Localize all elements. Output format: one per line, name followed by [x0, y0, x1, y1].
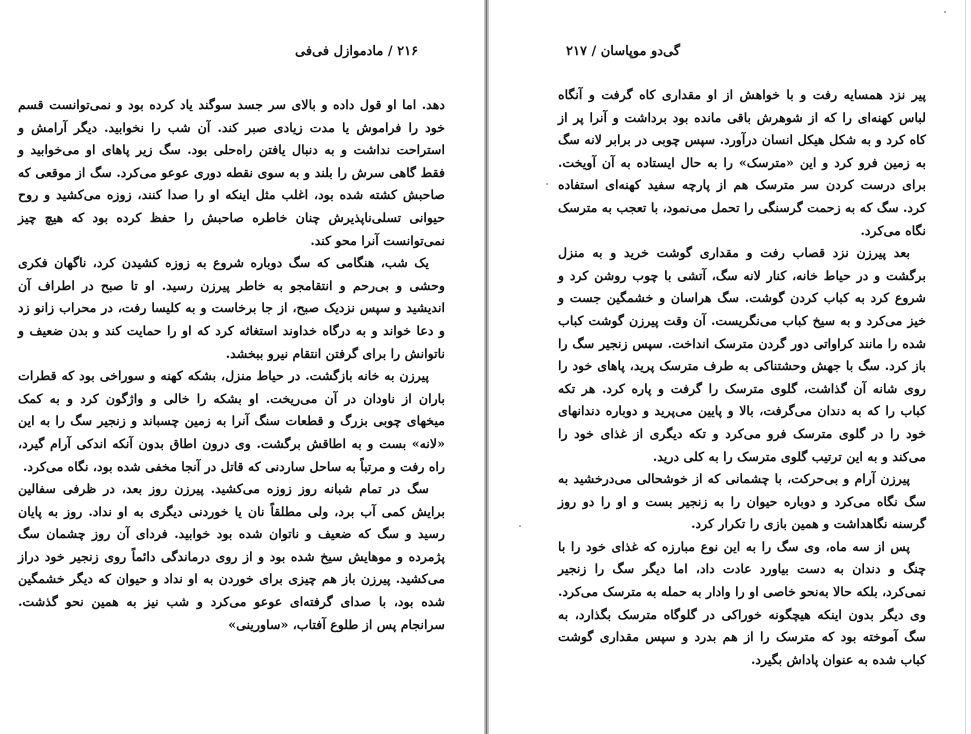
page-edge-line [965, 0, 966, 734]
left-page-body [18, 94, 445, 636]
left-paragraph-1: دهد. اما او قول داده و بالای سر جسد سوگند یاد کرده بود و نمی‌توانست قسم خود را فراموش یا مدت زیادی صبر کند. آن شب را نخوابید. دیگر آرامش و استراحت نداشت و به دنبال یافتن راه‌حلی بود. سگ زیر پاهای او می‌خوابید و فقط گاهی سرش را بلند و به سوی نقطه دوری عوعو می‌کرد. سگ از موقعی که صاحبش کشته شده بود، اغلب مثل اینکه او را صدا کنند، زوزه می‌کشید و روح حیوانی تسلی‌ناپذیرش چنان خاطره صاحبش را حفظ کرده بود که هیچ چیز نمی‌توانست آنرا محو کند. [18, 97, 445, 248]
right-page [489, 0, 971, 734]
left-paragraph-4: سگ در تمام شبانه روز زوزه می‌کشید. پیرزن روز بعد، در ظرفی سفالین برایش کمی آب برد، ولی مطلقاً نان یا خوردنی دیگری به او نداد. روز به پایان رسید و سگ که ضعیف و ناتوان شده بود خوابید. فردای آن روز چشمان سگ پژمرده و موهایش سیخ شده بود و از روی درماندگی دائماً روی زنجیر خود دراز می‌کشید. پیرزن باز هم چیزی برای خوردن به او نداد و حیوان که دیگر خشمگین شده بود، با صدای گرفته‌ای عوعو می‌کرد و شب نیز به همین نحو گذشت. سرانجام پس از طلوع آفتاب، «ساورینی» [18, 481, 445, 632]
scan-speck [519, 525, 521, 527]
right-paragraph-2: بعد پیرزن نزد قصاب رفت و مقداری گوشت خرید و به منزل برگشت و در حیاط خانه، کنار لانه سگ، آتشی با چوب روشن کرد و شروع کرد به کباب کردن گوشت. سگ هراسان و خشمگین جست و خیز می‌کرد و به سیخ کباب می‌نگریست. آن وقت پیرزن گوشت کباب شده را مانند کراواتی دور گردن مترسک انداخت. سپس زنجیر سگ را باز کرد. سگ با جهش وحشتناکی به طرف مترسک پرید، پاهای خود را روی شانه آن گذاشت، گلوی مترسک را گرفت و پاره کرد. هر تکه کباب را که به دندان می‌گرفت، بالا و پایین می‌پرید و دوباره دندانهای خود را در گلوی مترسک فرو می‌کرد و تکه دیگری از غذای خود را می‌کند و به این ترتیب گلوی مترسک را به کلی درید. [558, 245, 926, 464]
right-page-body [558, 84, 926, 671]
right-paragraph-1: پیر نزد همسایه رفت و با خواهش از او مقداری کاه گرفت و آنگاه لباس کهنه‌ای را که از شوهرش باقی مانده بود برداشت و آنرا پر از کاه کرد و به شکل هیکل انسان درآورد. سپس چوبی در برابر لانه سگ به زمین فرو کرد و این «مترسک» را به حال ایستاده به آن آویخت. برای درست کردن سر مترسک هم از پارچه سفید کهنه‌ای استفاده کرد. سگ که به زحمت گرسنگی را تحمل می‌نمود، با تعجب به مترسک نگاه می‌کرد. [558, 87, 926, 238]
left-page [0, 0, 484, 734]
left-paragraph-2: یک شب، هنگامی که سگ دوباره شروع به زوزه کشیدن کرد، ناگهان فکری وحشی و بی‌رحم و انتقامجو به خاطر پیرزن رسید. او تا صبح در اطراف آن اندیشید و سپس نزدیک صبح، از جا برخاست و به کلیسا رفت، در محراب زانو زد و دعا خواند و به درگاه خداوند استغاثه کرد که او را حمایت کند و بدن ضعیف و ناتوانش را برای گرفتن انتقام نیرو ببخشد. [18, 255, 445, 361]
right-paragraph-4: پس از سه ماه، وی سگ را به این نوع مبارزه که غذای خود را با چنگ و دندان به دست بیاورد عادت داد، اما دیگر سگ را زنجیر نمی‌کرد، بلکه حالا به‌نحو خاصی او را وادار به حمله به مترسک می‌کرد. وی دیگر بدون اینکه هیچگونه خوراکی در گلوگاه مترسک بگذارد، به سگ آموخته بود که مترسک را از هم بدرد و سپس مقداری گوشت کباب شده به عنوان پاداش بگیرد. [558, 538, 926, 667]
right-page-header: گی‌دو موپاسان / ۲۱۷ [566, 44, 681, 59]
left-paragraph-3: پیرزن به خانه بازگشت. در حیاط منزل، بشکه کهنه و سوراخی بود که قطرات باران از ناودان در آن می‌ریخت. او بشکه را خالی و واژگون کرد و به کمک میخهای چوبی بزرگ و قطعات سنگ آنرا به زمین چسباند و زنجیر سگ را به این «لانه» بست و به اطاقش برگشت. وی درون اطاق بدون آنکه اندکی آرام گیرد، راه رفت و مرتباً به ساحل ساردنی که قاتل در آنجا مخفی شده بود، نگاه می‌کرد. [18, 368, 445, 474]
left-page-header: ۲۱۶ / مادموازل فی‌فی [295, 44, 419, 59]
scan-speck [546, 183, 548, 185]
right-paragraph-3: پیرزن آرام و بی‌حرکت، با چشمانی که از خوشحالی می‌درخشید به سگ نگاه می‌کرد و دوباره حیوان را به زنجیر بست و او را دو روز گرسنه نگاهداشت و همین بازی را تکرار کرد. [558, 471, 926, 532]
scan-speck [944, 11, 946, 13]
